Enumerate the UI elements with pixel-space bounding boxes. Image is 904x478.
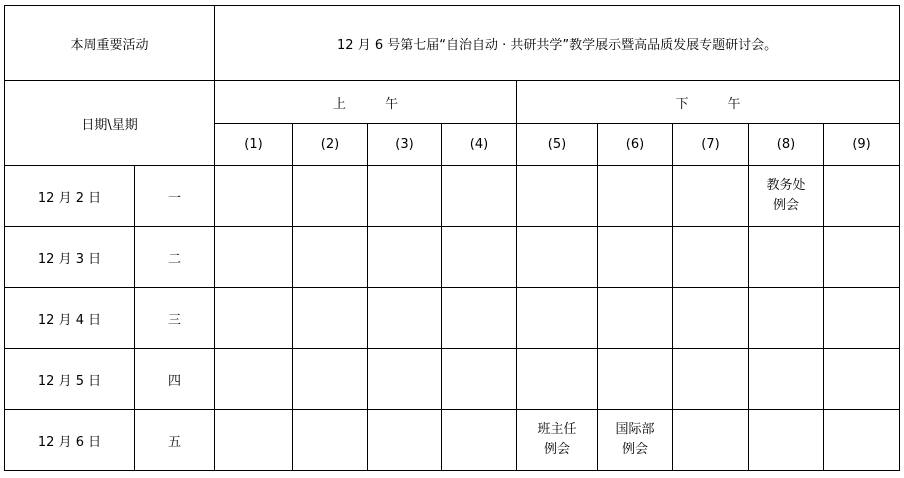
- schedule-cell: [442, 288, 517, 349]
- schedule-cell: 班主任 例会: [517, 410, 598, 471]
- schedule-cell: [368, 166, 442, 227]
- schedule-cell: [824, 227, 900, 288]
- weekly-schedule-table: [4, 5, 900, 471]
- schedule-cell: [517, 288, 598, 349]
- schedule-cell: [368, 227, 442, 288]
- period-header: (5): [517, 124, 598, 166]
- day-row: [5, 410, 900, 471]
- schedule-cell: [517, 166, 598, 227]
- schedule-cell: [368, 349, 442, 410]
- day-weekday: 二: [135, 227, 215, 288]
- schedule-cell: [824, 288, 900, 349]
- schedule-cell: [215, 410, 293, 471]
- day-weekday: 一: [135, 166, 215, 227]
- period-header: (7): [673, 124, 749, 166]
- period-header: (8): [749, 124, 824, 166]
- schedule-cell: [215, 349, 293, 410]
- schedule-cell: [824, 410, 900, 471]
- schedule-cell: 教务处 例会: [749, 166, 824, 227]
- day-weekday: 三: [135, 288, 215, 349]
- activity-label: 本周重要活动: [5, 6, 215, 81]
- schedule-cell: [598, 349, 673, 410]
- day-row: [5, 349, 900, 410]
- schedule-cell: [293, 349, 368, 410]
- day-row: [5, 166, 900, 227]
- schedule-cell: [673, 166, 749, 227]
- schedule-cell: [517, 227, 598, 288]
- day-weekday: 四: [135, 349, 215, 410]
- schedule-cell: [598, 288, 673, 349]
- schedule-cell: [673, 410, 749, 471]
- schedule-cell: [215, 166, 293, 227]
- day-date: 12 月 4 日: [5, 288, 135, 349]
- period-header: (2): [293, 124, 368, 166]
- schedule-cell: [442, 227, 517, 288]
- period-header: (9): [824, 124, 900, 166]
- schedule-cell: [749, 349, 824, 410]
- schedule-cell: [749, 288, 824, 349]
- morning-header: 上 午: [215, 81, 517, 124]
- schedule-cell: [673, 227, 749, 288]
- schedule-cell: [442, 166, 517, 227]
- schedule-cell: [293, 166, 368, 227]
- day-weekday: 五: [135, 410, 215, 471]
- date-weekday-header: 日期\星期: [5, 81, 215, 166]
- schedule-cell: [824, 349, 900, 410]
- day-date: 12 月 6 日: [5, 410, 135, 471]
- schedule-cell: [442, 349, 517, 410]
- schedule-cell: [368, 288, 442, 349]
- schedule-cell: [673, 288, 749, 349]
- schedule-cell: [293, 227, 368, 288]
- schedule-cell: [215, 227, 293, 288]
- schedule-cell: [824, 166, 900, 227]
- schedule-cell: [673, 349, 749, 410]
- afternoon-header: 下 午: [517, 81, 900, 124]
- period-header: (3): [368, 124, 442, 166]
- activity-description: 12 月 6 号第七届“自治自动 · 共研共学”教学展示暨高品质发展专题研讨会。: [215, 6, 900, 81]
- schedule-cell: [215, 288, 293, 349]
- schedule-cell: [368, 410, 442, 471]
- period-header: (6): [598, 124, 673, 166]
- period-header: (4): [442, 124, 517, 166]
- schedule-cell: [442, 410, 517, 471]
- day-date: 12 月 2 日: [5, 166, 135, 227]
- day-date: 12 月 5 日: [5, 349, 135, 410]
- day-date: 12 月 3 日: [5, 227, 135, 288]
- schedule-cell: [293, 288, 368, 349]
- period-header: (1): [215, 124, 293, 166]
- schedule-cell: [749, 227, 824, 288]
- schedule-cell: [293, 410, 368, 471]
- schedule-cell: [598, 166, 673, 227]
- day-row: [5, 227, 900, 288]
- schedule-cell: [598, 227, 673, 288]
- schedule-cell: [749, 410, 824, 471]
- schedule-cell: [517, 349, 598, 410]
- day-row: [5, 288, 900, 349]
- schedule-cell: 国际部 例会: [598, 410, 673, 471]
